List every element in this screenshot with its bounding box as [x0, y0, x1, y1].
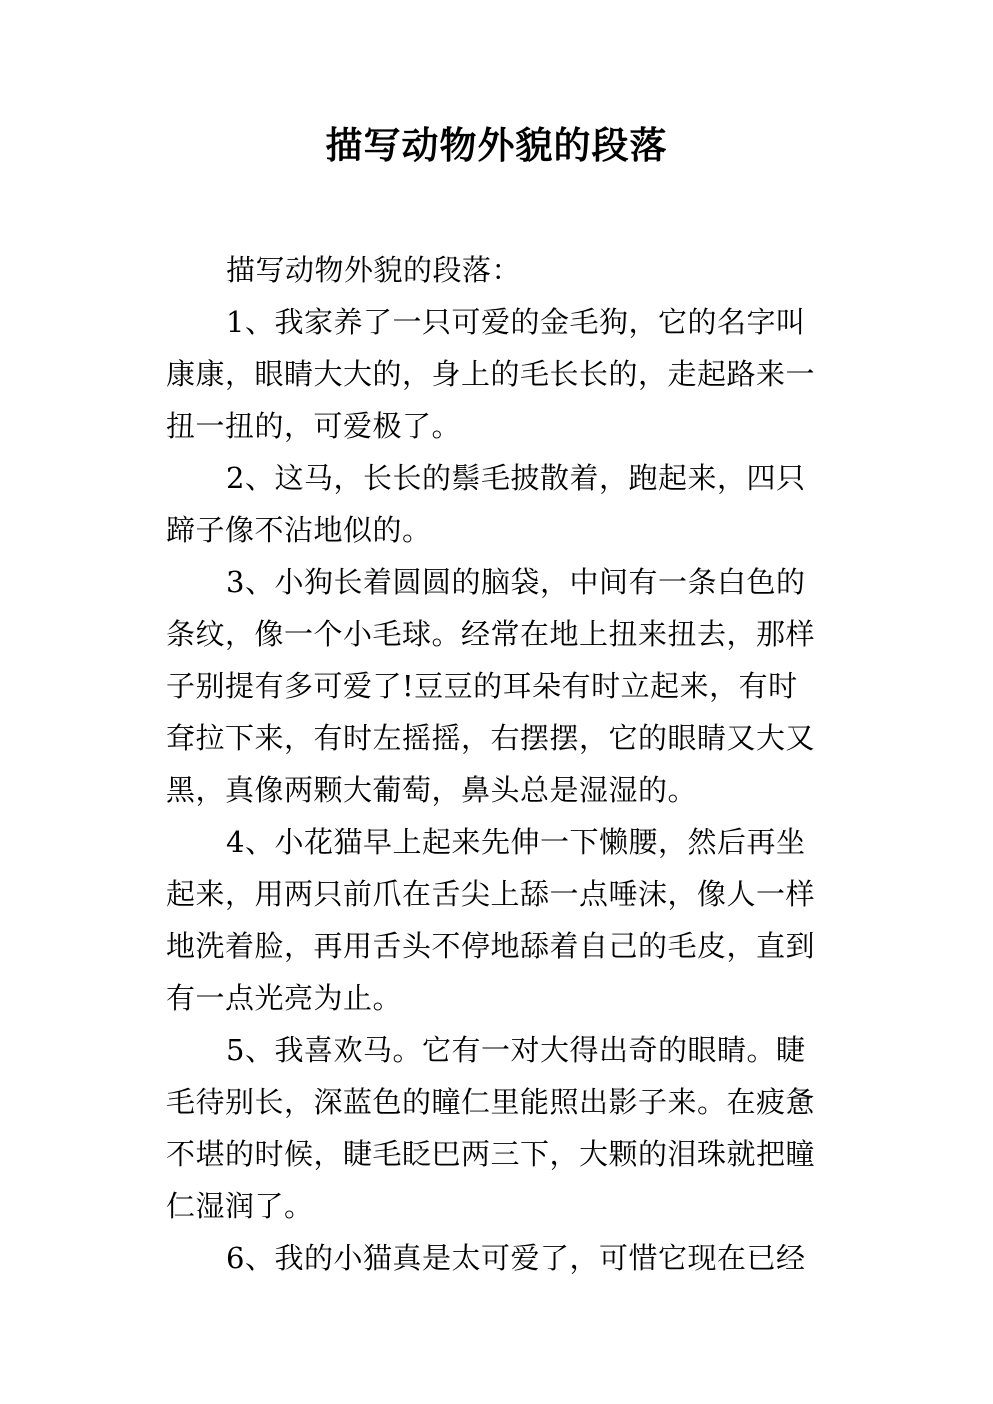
paragraph-line: 有一点光亮为止。: [166, 981, 403, 1015]
paragraph-line: 4、小花猫早上起来先伸一下懒腰，然后再坐: [226, 825, 806, 859]
paragraph-line: 起来，用两只前爪在舌尖上舔一点唾沫，像人一样: [166, 877, 816, 911]
paragraph-line: 毛待别长，深蓝色的瞳仁里能照出影子来。在疲惫: [166, 1085, 816, 1119]
paragraph-line: 子别提有多可爱了!豆豆的耳朵有时立起来，有时: [166, 669, 798, 703]
document-title: 描写动物外貌的段落: [325, 124, 668, 167]
paragraph-line: 地洗着脸，再用舌头不停地舔着自己的毛皮，直到: [166, 929, 816, 963]
paragraph-line: 1、我家养了一只可爱的金毛狗，它的名字叫: [226, 305, 806, 339]
paragraph-line: 5、我喜欢马。它有一对大得出奇的眼睛。睫: [226, 1033, 806, 1067]
paragraph-line: 不堪的时候，睫毛眨巴两三下，大颗的泪珠就把瞳: [166, 1137, 816, 1171]
paragraph-line: 康康，眼睛大大的，身上的毛长长的，走起路来一: [166, 357, 816, 391]
paragraph-1: [166, 296, 828, 452]
paragraph-line: 蹄子像不沾地似的。: [166, 513, 432, 547]
document-body: [166, 244, 828, 1284]
paragraph-3: [166, 556, 828, 816]
paragraph-line: 6、我的小猫真是太可爱了，可惜它现在已经: [226, 1241, 806, 1275]
intro-line: 描写动物外貌的段落：: [226, 253, 522, 287]
paragraph-2: [166, 452, 828, 556]
paragraph-line: 黑，真像两颗大葡萄，鼻头总是湿湿的。: [166, 773, 698, 807]
paragraph-4: [166, 816, 828, 1024]
paragraph-line: 耷拉下来，有时左摇摇，右摆摆，它的眼睛又大又: [166, 721, 816, 755]
paragraph-line: 2、这马，长长的鬃毛披散着，跑起来，四只: [226, 461, 806, 495]
paragraph-5: [166, 1024, 828, 1232]
paragraph-line: 3、小狗长着圆圆的脑袋，中间有一条白色的: [226, 565, 806, 599]
paragraph-line: 仁湿润了。: [166, 1189, 314, 1223]
paragraph-6: [166, 1232, 828, 1284]
paragraph-line: 扭一扭的，可爱极了。: [166, 409, 462, 443]
paragraph-line: 条纹，像一个小毛球。经常在地上扭来扭去，那样: [166, 617, 816, 651]
